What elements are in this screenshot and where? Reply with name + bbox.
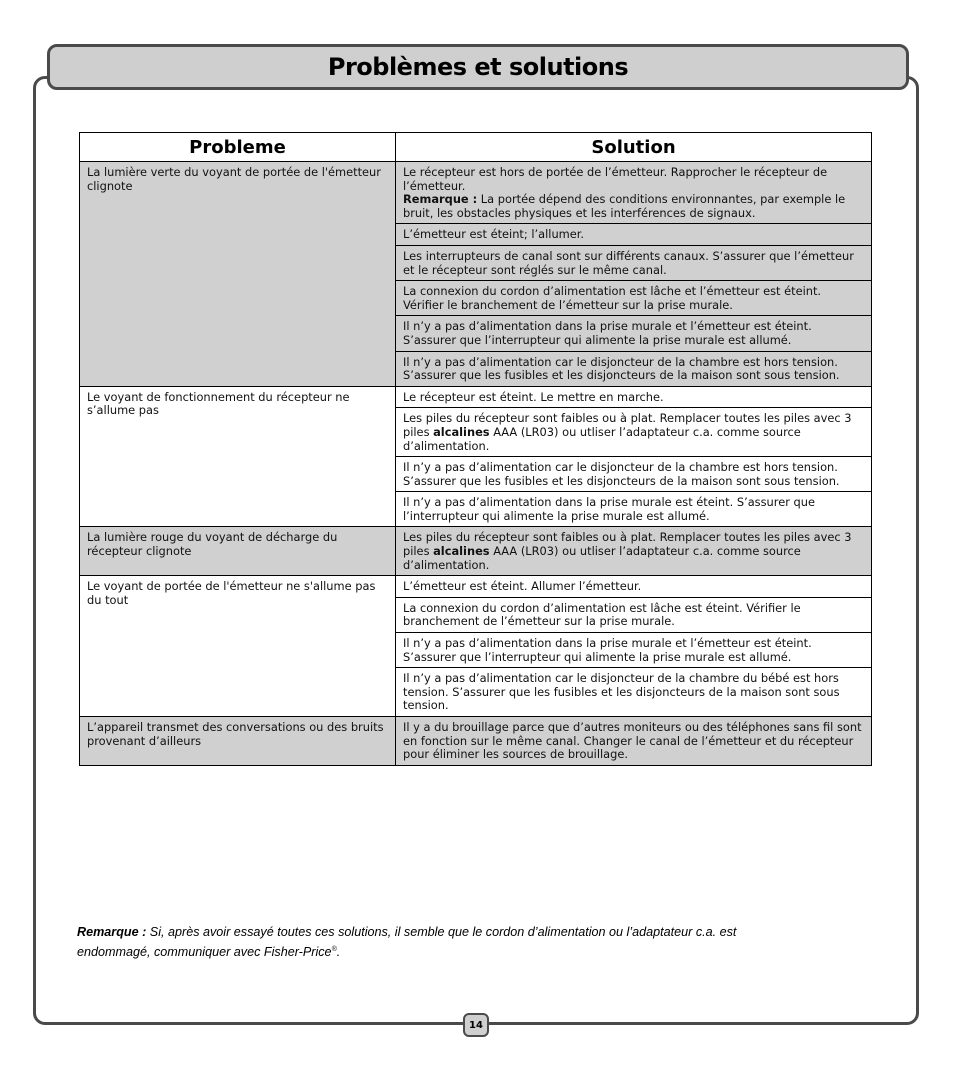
table-row: [80, 162, 872, 224]
solution-column-header: Solution: [396, 133, 872, 162]
footnote-label: Remarque :: [77, 925, 147, 939]
remark-label: Remarque :: [403, 192, 478, 207]
table-row: [80, 717, 872, 766]
table-row: [80, 576, 872, 598]
solution-cell: Il n’y a pas d’alimentation dans la prise murale et l’émetteur est éteint. S’assurer que l’interrupteur qui alimente la prise murale est allumé.: [396, 316, 872, 351]
problem-cell: La lumière rouge du voyant de décharge du récepteur clignote: [80, 527, 396, 576]
registered-mark: ®: [331, 946, 337, 953]
solution-cell: L’émetteur est éteint. Allumer l’émetteur.: [396, 576, 872, 598]
problem-cell: L’appareil transmet des conversations ou des bruits provenant d’ailleurs: [80, 717, 396, 766]
solution-cell: Le récepteur est éteint. Le mettre en marche.: [396, 386, 872, 408]
solution-cell: Il n’y a pas d’alimentation dans la prise murale et l’émetteur est éteint. S’assurer que l’interrupteur qui alimente la prise murale est allumé.: [396, 633, 872, 668]
title-banner: [47, 44, 909, 90]
remark-text: La portée dépend des conditions environnantes, par exemple le bruit, les obstacles physiques et les interférences de signaux.: [403, 192, 846, 220]
problem-cell: Le voyant de portée de l'émetteur ne s'allume pas du tout: [80, 576, 396, 717]
solution-cell: Les interrupteurs de canal sont sur différents canaux. S’assurer que l’émetteur et le récepteur sont réglés sur le même canal.: [396, 245, 872, 280]
solution-cell: Il n’y a pas d’alimentation car le disjoncteur de la chambre est hors tension. S’assurer que les fusibles et les disjoncteurs de la maison sont sous tension.: [396, 457, 872, 492]
page-number: 14: [463, 1013, 489, 1037]
solution-cell: Il y a du brouillage parce que d’autres moniteurs ou des téléphones sans fil sont en fonction sur le même canal. Changer le canal de l’émetteur et du récepteur pour éliminer les sources de brouillage.: [396, 717, 872, 766]
solution-text: AAA (LR03) ou utliser l’adaptateur c.a. comme source d’alimentation.: [403, 544, 801, 572]
problem-cell: La lumière verte du voyant de portée de l'émetteur clignote: [80, 162, 396, 387]
solution-cell: [396, 527, 872, 576]
solution-cell: Il n’y a pas d’alimentation dans la prise murale est éteint. S’assurer que l’interrupteur qui alimente la prise murale est allumé.: [396, 492, 872, 527]
solution-text: Les piles du récepteur sont faibles ou à plat. Remplacer toutes les piles avec 3 piles: [403, 530, 852, 559]
problem-column-header: Probleme: [80, 133, 396, 162]
solution-cell: [396, 162, 872, 224]
solution-cell: [396, 408, 872, 457]
solution-text: Le récepteur est hors de portée de l’émetteur. Rapprocher le récepteur de l’émetteur.: [403, 165, 828, 193]
solution-text: Les piles du récepteur sont faibles ou à plat. Remplacer toutes les piles avec 3 piles: [403, 411, 852, 439]
solution-text: AAA (LR03) ou utliser l’adaptateur c.a. comme source d’alimentation.: [403, 424, 801, 453]
footnote-end: .: [336, 945, 341, 960]
solution-cell: La connexion du cordon d’alimentation est lâche et l’émetteur est éteint. Vérifier le branchement de l’émetteur sur la prise murale.: [396, 281, 872, 316]
footnote: [77, 924, 777, 961]
solution-cell: L’émetteur est éteint; l’allumer.: [396, 224, 872, 246]
solution-bold-text: alcalines: [433, 544, 490, 559]
page-title: Problèmes et solutions: [327, 53, 629, 81]
table-row: [80, 527, 872, 576]
footnote-text: Si, après avoir essayé toutes ces solutions, il semble que le cordon d’alimentation ou l’adaptateur c.a. est endommagé, communiquer avec Fisher-Price: [77, 925, 737, 960]
solution-cell: Il n’y a pas d’alimentation car le disjoncteur de la chambre du bébé est hors tension. S’assurer que les fusibles et les disjoncteurs de la maison sont sous tension.: [396, 668, 872, 717]
troubleshooting-table: [79, 132, 872, 766]
table-header-row: [80, 133, 872, 162]
problem-cell: Le voyant de fonctionnement du récepteur ne s’allume pas: [80, 386, 396, 527]
solution-bold-text: alcalines: [433, 424, 490, 439]
table-row: [80, 386, 872, 408]
solution-cell: La connexion du cordon d’alimentation est lâche est éteint. Vérifier le branchement de l’émetteur sur la prise murale.: [396, 597, 872, 632]
solution-cell: Il n’y a pas d’alimentation car le disjoncteur de la chambre est hors tension. S’assurer que les fusibles et les disjoncteurs de la maison sont sous tension.: [396, 351, 872, 386]
